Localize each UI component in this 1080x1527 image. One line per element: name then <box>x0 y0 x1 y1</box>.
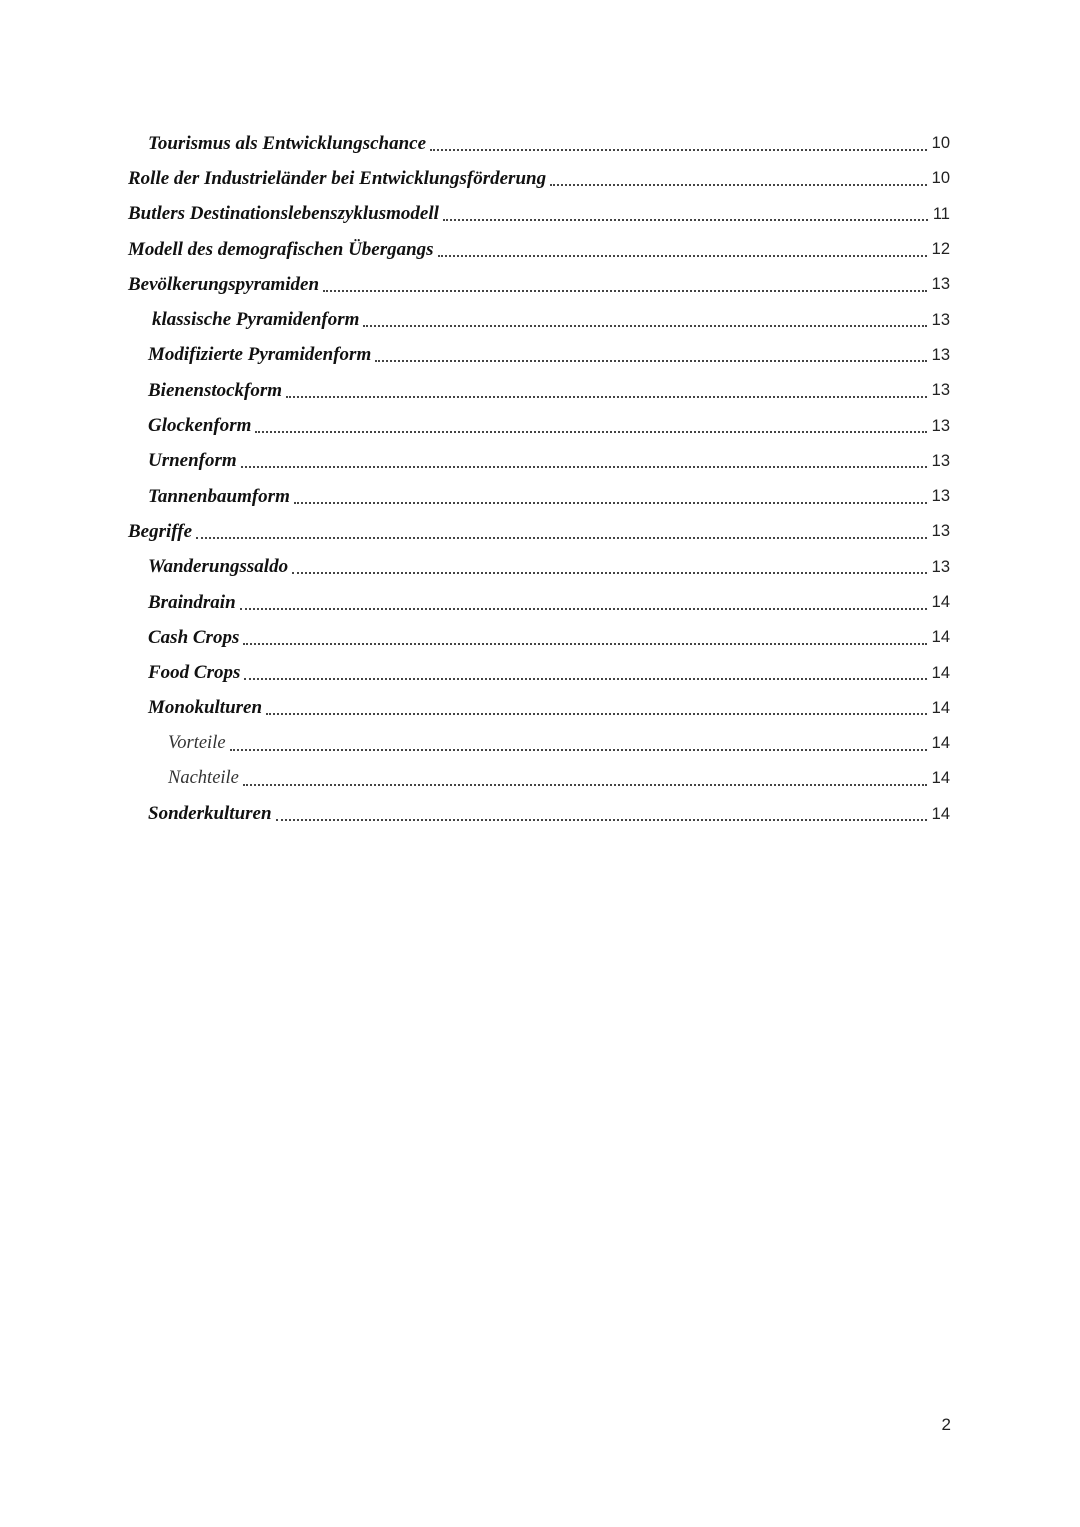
toc-dot-leader <box>196 537 927 539</box>
toc-entry[interactable] <box>0 514 1080 549</box>
toc-dot-leader <box>230 749 927 751</box>
toc-entry[interactable] <box>0 408 1080 443</box>
toc-entry-title: Tannenbaumform <box>148 485 290 507</box>
toc-entry-page: 14 <box>931 593 950 611</box>
toc-entry-page: 13 <box>931 416 950 435</box>
toc-entry[interactable] <box>0 232 1080 267</box>
toc-entry[interactable] <box>0 338 1080 373</box>
toc-dot-leader <box>323 290 927 292</box>
toc-entry-page: 13 <box>931 487 950 506</box>
toc-dot-leader <box>266 713 927 715</box>
toc-dot-leader <box>244 678 926 680</box>
toc-entry-page: 13 <box>931 310 950 329</box>
toc-entry[interactable] <box>0 126 1080 161</box>
toc-entry-title: Begriffe <box>128 520 193 542</box>
table-of-contents <box>0 126 1080 832</box>
toc-entry-title: Food Crops <box>148 662 241 684</box>
toc-dot-leader <box>255 431 926 433</box>
toc-entry-page: 13 <box>931 557 950 576</box>
toc-entry-page: 10 <box>931 169 950 188</box>
toc-entry-page: 10 <box>931 134 950 153</box>
toc-entry-title: Braindrain <box>148 591 236 613</box>
toc-entry-title: Tourismus als Entwicklungschance <box>148 132 427 154</box>
toc-entry[interactable] <box>0 302 1080 337</box>
toc-dot-leader <box>294 502 927 504</box>
toc-entry[interactable] <box>0 479 1080 514</box>
toc-entry-title: klassische Pyramidenform <box>152 309 360 331</box>
toc-entry-title: Sonderkulturen <box>148 803 272 825</box>
toc-entry-page: 13 <box>931 275 950 294</box>
toc-entry-page: 13 <box>931 345 950 364</box>
toc-entry[interactable] <box>0 620 1080 655</box>
toc-entry-page: 13 <box>931 522 950 541</box>
toc-entry-title: Modell des demografischen Übergangs <box>128 238 434 260</box>
toc-entry-title: Cash Crops <box>148 626 240 648</box>
toc-entry[interactable] <box>0 797 1080 832</box>
toc-entry-page: 14 <box>931 698 950 717</box>
toc-dot-leader <box>286 396 927 398</box>
toc-entry-title: Bevölkerungspyramiden <box>128 273 320 295</box>
toc-dot-leader <box>243 643 926 645</box>
toc-entry-title: Rolle der Industrieländer bei Entwicklungsförderung <box>128 167 547 189</box>
toc-entry-page: 13 <box>931 381 950 400</box>
toc-entry-page: 14 <box>931 628 950 647</box>
toc-entry-page: 14 <box>931 663 950 682</box>
toc-dot-leader <box>375 360 926 362</box>
toc-dot-leader <box>276 819 927 821</box>
toc-entry-page: 13 <box>931 451 950 470</box>
toc-dot-leader <box>292 572 927 574</box>
page-number: 2 <box>941 1415 951 1434</box>
toc-entry[interactable] <box>0 550 1080 585</box>
toc-entry-page: 12 <box>931 240 950 259</box>
toc-dot-leader <box>240 608 927 610</box>
toc-entry[interactable] <box>0 197 1080 232</box>
toc-entry-page: 14 <box>931 769 950 788</box>
toc-dot-leader <box>438 255 927 257</box>
toc-entry[interactable] <box>0 444 1080 479</box>
toc-entry-title: Urnenform <box>148 450 237 472</box>
toc-entry-page: 14 <box>931 804 950 823</box>
toc-dot-leader <box>430 149 927 151</box>
toc-entry-page: 14 <box>931 734 950 753</box>
toc-entry[interactable] <box>0 691 1080 726</box>
toc-entry-page: 11 <box>932 204 950 223</box>
toc-entry[interactable] <box>0 161 1080 196</box>
toc-entry-title: Bienenstockform <box>148 379 283 401</box>
toc-entry-title: Modifizierte Pyramidenform <box>148 344 372 366</box>
toc-dot-leader <box>241 466 927 468</box>
toc-dot-leader <box>550 184 927 186</box>
toc-dot-leader <box>243 784 927 786</box>
toc-entry[interactable] <box>0 267 1080 302</box>
toc-entry-title: Butlers Destinationslebenszyklusmodell <box>128 203 439 225</box>
toc-dot-leader <box>443 219 928 221</box>
toc-entry-title: Nachteile <box>168 768 239 789</box>
toc-entry[interactable] <box>0 726 1080 761</box>
toc-entry[interactable] <box>0 373 1080 408</box>
toc-dot-leader <box>363 325 926 327</box>
toc-entry-title: Monokulturen <box>148 697 263 719</box>
toc-entry[interactable] <box>0 655 1080 690</box>
toc-entry-title: Glockenform <box>148 415 252 437</box>
toc-entry-title: Wanderungssaldo <box>148 556 289 578</box>
toc-entry[interactable] <box>0 761 1080 796</box>
toc-entry-title: Vorteile <box>168 733 226 754</box>
toc-entry[interactable] <box>0 585 1080 620</box>
